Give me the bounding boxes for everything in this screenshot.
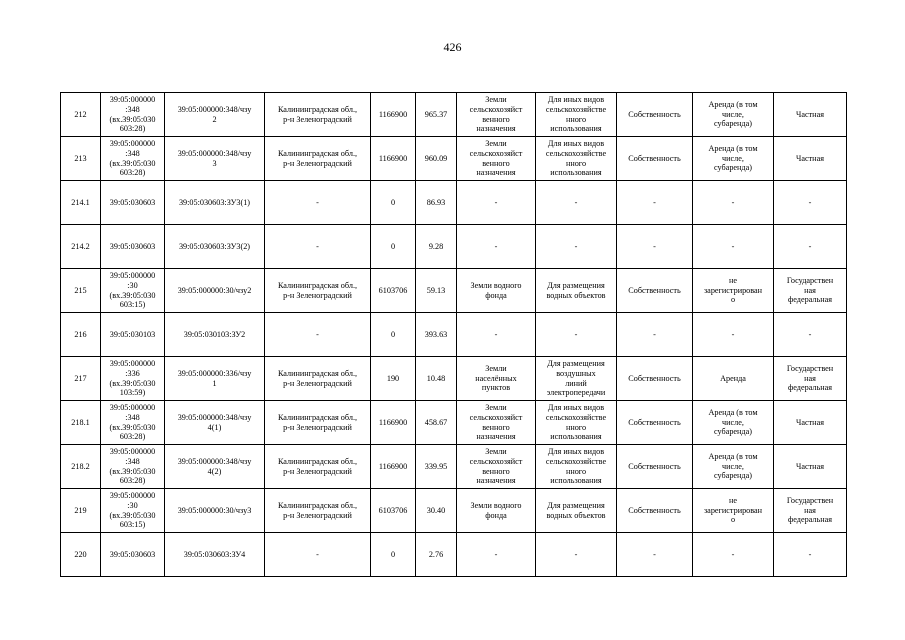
part-area-cell: 339.95 [416,445,457,489]
permitted-use-cell: Для размещения воздушных линий электропередачи [536,357,617,401]
encumbrance-cell: - [693,533,774,577]
land-category-cell: Земли сельскохозяйст венного назначения [457,445,536,489]
part-area-cell: 59.13 [416,269,457,313]
total-area-cell: 0 [371,225,416,269]
encumbrance-cell: - [693,313,774,357]
land-parcels-table [60,92,847,577]
address-cell: - [265,181,371,225]
cadastral-number-cell: 39:05:000000 :30 (вх.39:05:030 603:15) [101,489,165,533]
row-number-cell: 213 [61,137,101,181]
total-area-cell: 0 [371,181,416,225]
cadastral-number-cell: 39:05:030603 [101,225,165,269]
part-number-cell: 39:05:030603:ЗУ3(1) [165,181,265,225]
row-number-cell: 218.1 [61,401,101,445]
ownership-form-cell: - [774,181,847,225]
land-category-cell: - [457,225,536,269]
right-type-cell: - [617,225,693,269]
total-area-cell: 6103706 [371,489,416,533]
right-type-cell: - [617,313,693,357]
part-number-cell: 39:05:000000:30/чзу2 [165,269,265,313]
encumbrance-cell: Аренда (в том числе, субаренда) [693,401,774,445]
total-area-cell: 0 [371,313,416,357]
table-row [61,225,847,269]
part-number-cell: 39:05:000000:348/чзу 4(1) [165,401,265,445]
total-area-cell: 0 [371,533,416,577]
ownership-form-cell: - [774,313,847,357]
land-category-cell: Земли сельскохозяйст венного назначения [457,93,536,137]
table-row [61,401,847,445]
table-row [61,533,847,577]
right-type-cell: Собственность [617,445,693,489]
permitted-use-cell: Для размещения водных объектов [536,489,617,533]
address-cell: - [265,225,371,269]
permitted-use-cell: Для иных видов сельскохозяйстве нного использования [536,401,617,445]
part-number-cell: 39:05:030603:ЗУ4 [165,533,265,577]
row-number-cell: 220 [61,533,101,577]
encumbrance-cell: Аренда (в том числе, субаренда) [693,445,774,489]
table-row [61,313,847,357]
part-number-cell: 39:05:000000:348/чзу 4(2) [165,445,265,489]
right-type-cell: Собственность [617,401,693,445]
cadastral-number-cell: 39:05:000000 :30 (вх.39:05:030 603:15) [101,269,165,313]
cadastral-number-cell: 39:05:030603 [101,181,165,225]
row-number-cell: 214.2 [61,225,101,269]
table-body [61,93,847,577]
part-area-cell: 458.67 [416,401,457,445]
ownership-form-cell: Частная [774,401,847,445]
cadastral-number-cell: 39:05:000000 :348 (вх.39:05:030 603:28) [101,93,165,137]
permitted-use-cell: Для иных видов сельскохозяйстве нного использования [536,445,617,489]
address-cell: Калининградская обл., р-н Зеленоградский [265,93,371,137]
ownership-form-cell: Частная [774,445,847,489]
encumbrance-cell: Аренда (в том числе, субаренда) [693,137,774,181]
permitted-use-cell: - [536,533,617,577]
row-number-cell: 216 [61,313,101,357]
ownership-form-cell: Частная [774,93,847,137]
address-cell: Калининградская обл., р-н Зеленоградский [265,401,371,445]
permitted-use-cell: Для иных видов сельскохозяйстве нного использования [536,137,617,181]
encumbrance-cell: Аренда [693,357,774,401]
total-area-cell: 1166900 [371,401,416,445]
address-cell: Калининградская обл., р-н Зеленоградский [265,489,371,533]
land-category-cell: Земли водного фонда [457,489,536,533]
part-area-cell: 86.93 [416,181,457,225]
total-area-cell: 1166900 [371,137,416,181]
row-number-cell: 212 [61,93,101,137]
part-area-cell: 9.28 [416,225,457,269]
total-area-cell: 1166900 [371,445,416,489]
right-type-cell: Собственность [617,357,693,401]
permitted-use-cell: - [536,313,617,357]
part-area-cell: 2.76 [416,533,457,577]
land-category-cell: - [457,181,536,225]
part-number-cell: 39:05:000000:348/чзу 2 [165,93,265,137]
part-area-cell: 965.37 [416,93,457,137]
part-number-cell: 39:05:000000:348/чзу 3 [165,137,265,181]
ownership-form-cell: Государствен ная федеральная [774,269,847,313]
row-number-cell: 214.1 [61,181,101,225]
address-cell: - [265,533,371,577]
address-cell: Калининградская обл., р-н Зеленоградский [265,445,371,489]
encumbrance-cell: не зарегистрирован о [693,269,774,313]
part-area-cell: 960.09 [416,137,457,181]
part-area-cell: 393.63 [416,313,457,357]
cadastral-number-cell: 39:05:000000 :348 (вх.39:05:030 603:28) [101,137,165,181]
part-number-cell: 39:05:030603:ЗУ3(2) [165,225,265,269]
ownership-form-cell: Государствен ная федеральная [774,357,847,401]
part-area-cell: 10.48 [416,357,457,401]
encumbrance-cell: не зарегистрирован о [693,489,774,533]
ownership-form-cell: - [774,533,847,577]
part-number-cell: 39:05:000000:30/чзу3 [165,489,265,533]
land-category-cell: - [457,533,536,577]
cadastral-number-cell: 39:05:000000 :336 (вх.39:05:030 103:59) [101,357,165,401]
right-type-cell: Собственность [617,489,693,533]
table-row [61,269,847,313]
row-number-cell: 219 [61,489,101,533]
right-type-cell: - [617,181,693,225]
permitted-use-cell: Для размещения водных объектов [536,269,617,313]
total-area-cell: 6103706 [371,269,416,313]
encumbrance-cell: Аренда (в том числе, субаренда) [693,93,774,137]
permitted-use-cell: Для иных видов сельскохозяйстве нного использования [536,93,617,137]
permitted-use-cell: - [536,225,617,269]
encumbrance-cell: - [693,181,774,225]
ownership-form-cell: Частная [774,137,847,181]
land-category-cell: Земли сельскохозяйст венного назначения [457,137,536,181]
address-cell: Калининградская обл., р-н Зеленоградский [265,357,371,401]
row-number-cell: 217 [61,357,101,401]
right-type-cell: Собственность [617,137,693,181]
right-type-cell: Собственность [617,269,693,313]
address-cell: - [265,313,371,357]
right-type-cell: Собственность [617,93,693,137]
table-row [61,489,847,533]
address-cell: Калининградская обл., р-н Зеленоградский [265,269,371,313]
right-type-cell: - [617,533,693,577]
cadastral-number-cell: 39:05:030103 [101,313,165,357]
page-number: 426 [443,40,462,54]
land-category-cell: Земли населённых пунктов [457,357,536,401]
cadastral-number-cell: 39:05:030603 [101,533,165,577]
table-row [61,137,847,181]
table-row [61,181,847,225]
ownership-form-cell: - [774,225,847,269]
row-number-cell: 218.2 [61,445,101,489]
part-number-cell: 39:05:000000:336/чзу 1 [165,357,265,401]
address-cell: Калининградская обл., р-н Зеленоградский [265,137,371,181]
land-category-cell: Земли водного фонда [457,269,536,313]
table-row [61,445,847,489]
part-number-cell: 39:05:030103:ЗУ2 [165,313,265,357]
land-category-cell: Земли сельскохозяйст венного назначения [457,401,536,445]
part-area-cell: 30.40 [416,489,457,533]
row-number-cell: 215 [61,269,101,313]
permitted-use-cell: - [536,181,617,225]
cadastral-number-cell: 39:05:000000 :348 (вх.39:05:030 603:28) [101,445,165,489]
total-area-cell: 190 [371,357,416,401]
encumbrance-cell: - [693,225,774,269]
cadastral-number-cell: 39:05:000000 :348 (вх.39:05:030 603:28) [101,401,165,445]
total-area-cell: 1166900 [371,93,416,137]
table-row [61,357,847,401]
table-row [61,93,847,137]
land-category-cell: - [457,313,536,357]
ownership-form-cell: Государствен ная федеральная [774,489,847,533]
